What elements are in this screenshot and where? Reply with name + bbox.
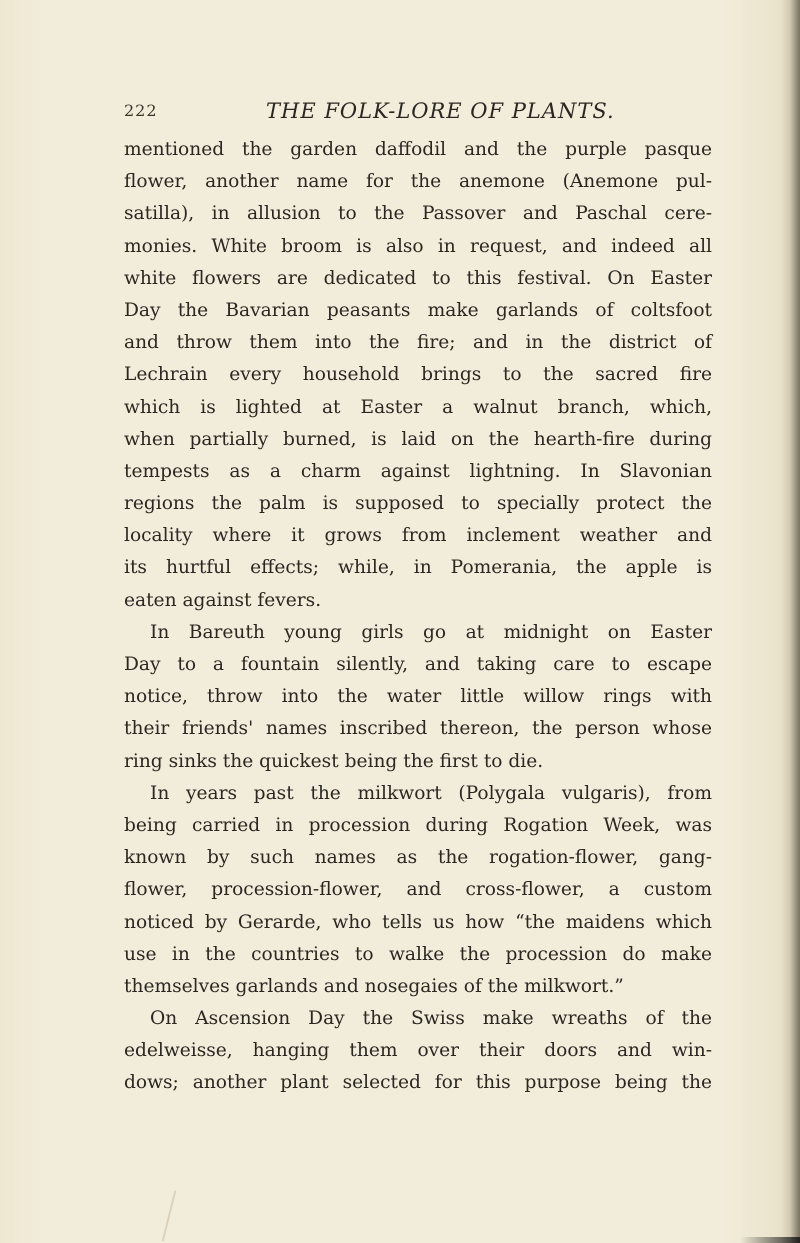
text-line: themselves garlands and nosegaies of the milkwort.” — [124, 975, 624, 997]
text-line: edelweisse, hanging them over their doors and win- — [124, 1040, 712, 1062]
page-corner-edge — [740, 1237, 800, 1243]
text-line: eaten against fevers. — [124, 589, 322, 611]
text-line: and throw them into the fire; and in the district of — [124, 332, 712, 354]
text-line: Lechrain every household brings to the sacred fire — [124, 364, 712, 386]
running-title: THE FOLK-LORE OF PLANTS. — [266, 99, 615, 123]
page-edge-shadow — [782, 0, 800, 1243]
text-line: ring sinks the quickest being the first to die. — [124, 750, 544, 772]
running-head — [124, 93, 724, 129]
text-line: monies. White broom is also in request, and indeed all — [124, 235, 712, 257]
text-line: tempests as a charm against lightning. In Slavonian — [124, 460, 712, 482]
text-line: which is lighted at Easter a walnut branch, which, — [124, 396, 712, 418]
text-line: when partially burned, is laid on the hearth-fire during — [124, 428, 712, 450]
text-line: its hurtful effects; while, in Pomerania, the apple is — [124, 557, 712, 579]
text-line: notice, throw into the water little willow rings with — [124, 686, 712, 708]
text-line: mentioned the garden daffodil and the purple pasque — [124, 139, 712, 160]
text-line: In years past the milkwort (Polygala vulgaris), from — [150, 782, 712, 804]
text-line: In Bareuth young girls go at midnight on Easter — [150, 621, 712, 643]
text-line: locality where it grows from inclement weather and — [124, 525, 712, 547]
text-line: their friends' names inscribed thereon, the person whose — [124, 718, 712, 740]
text-line: being carried in procession during Rogation Week, was — [124, 814, 712, 836]
text-line: regions the palm is supposed to specially protect the — [124, 493, 712, 515]
text-line: flower, procession-flower, and cross-flower, a custom — [124, 879, 712, 901]
text-line: noticed by Gerarde, who tells us how “the maidens which — [124, 911, 712, 933]
text-line: use in the countries to walke the procession do make — [124, 943, 712, 965]
text-line: Day the Bavarian peasants make garlands of coltsfoot — [124, 299, 712, 321]
text-line: flower, another name for the anemone (Anemone pul- — [124, 171, 712, 193]
paper-mark — [162, 1191, 177, 1242]
text-line: dows; another plant selected for this purpose being the — [124, 1072, 712, 1094]
page-number: 222 — [124, 101, 158, 120]
text-line: Day to a fountain silently, and taking care to escape — [124, 654, 712, 675]
text-line: satilla), in allusion to the Passover and Paschal cere- — [124, 203, 712, 225]
text-line: On Ascension Day the Swiss make wreaths of the — [150, 1008, 712, 1030]
text-line: white flowers are dedicated to this festival. On Easter — [124, 267, 712, 289]
text-line: known by such names as the rogation-flower, gang- — [124, 847, 712, 869]
body-text — [124, 134, 712, 1100]
